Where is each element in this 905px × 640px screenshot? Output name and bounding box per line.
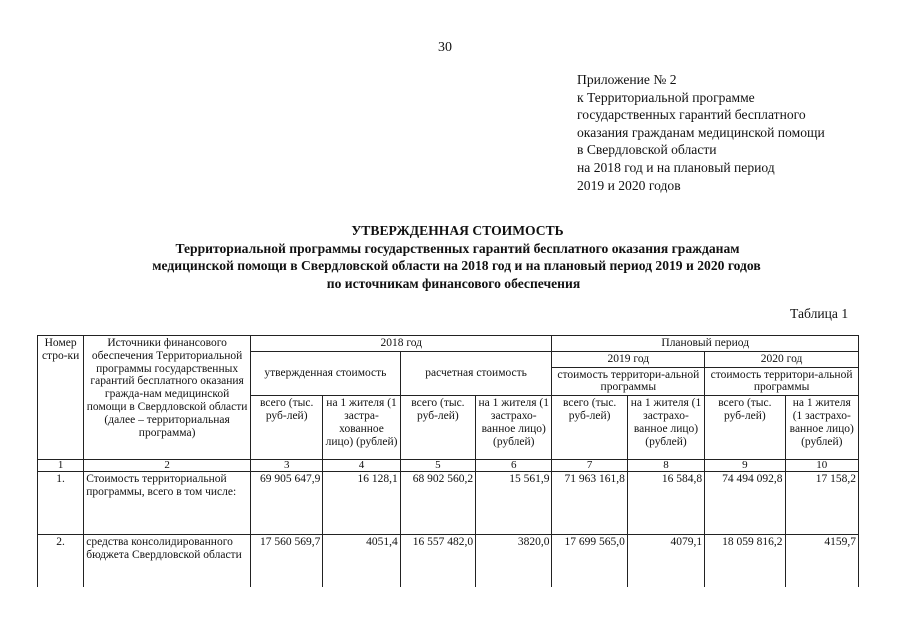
title-line: по источникам финансового обеспечения xyxy=(326,275,581,291)
value-cell: 4159,7 xyxy=(785,535,858,588)
value-cell: 16 128,1 xyxy=(323,472,400,535)
header-program-cost-2019: стоимость территори-альной программы xyxy=(552,367,705,396)
table-label: Таблица 1 xyxy=(790,306,849,321)
row-label: Стоимость территориальной программы, всего в том числе: xyxy=(84,472,251,535)
header-planned-period: Плановый период xyxy=(552,336,859,352)
appendix-block xyxy=(577,71,825,194)
appendix-line: к Территориальной программе xyxy=(577,89,755,105)
header-approved-cost: утвержденная стоимость xyxy=(251,351,401,395)
header-program-cost-2020: стоимость территори-альной программы xyxy=(705,367,859,396)
row-label: средства консолидированного бюджета Свердловской области xyxy=(84,535,251,588)
value-cell: 4079,1 xyxy=(627,535,704,588)
value-cell: 68 902 560,2 xyxy=(400,472,475,535)
column-number: 8 xyxy=(627,460,704,472)
row-number: 2. xyxy=(38,535,84,588)
value-cell: 17 699 565,0 xyxy=(552,535,627,588)
appendix-line: на 2018 год и на плановый период xyxy=(577,159,775,175)
column-number: 10 xyxy=(785,460,858,472)
column-number: 2 xyxy=(84,460,251,472)
value-cell: 69 905 647,9 xyxy=(251,472,323,535)
value-cell: 4051,4 xyxy=(323,535,400,588)
header-total: всего (тыс. руб-лей) xyxy=(705,396,785,460)
header-per-capita: на 1 жителя (1 застрахо-ванное лицо) (рублей) xyxy=(627,396,704,460)
appendix-line: Приложение № 2 xyxy=(577,72,677,87)
page-number: 30 xyxy=(438,40,452,55)
header-year-2019: 2019 год xyxy=(552,351,705,367)
header-row-number: Номер стро-ки xyxy=(38,336,84,460)
header-estimated-cost: расчетная стоимость xyxy=(400,351,552,395)
value-cell: 16 584,8 xyxy=(627,472,704,535)
value-cell: 74 494 092,8 xyxy=(705,472,785,535)
header-per-capita: на 1 жителя (1 застрахо-ванное лицо) (рублей) xyxy=(476,396,552,460)
value-cell: 15 561,9 xyxy=(476,472,552,535)
title-line: УТВЕРЖДЕННАЯ СТОИМОСТЬ xyxy=(351,223,564,238)
header-per-capita: на 1 жителя (1 застра-хованное лицо) (рублей) xyxy=(323,396,400,460)
column-number: 6 xyxy=(476,460,552,472)
document-title xyxy=(0,222,905,292)
appendix-line: 2019 и 2020 годов xyxy=(577,177,681,193)
table-row xyxy=(38,472,859,535)
appendix-line: оказания гражданам медицинской помощи xyxy=(577,124,825,140)
value-cell: 71 963 161,8 xyxy=(552,472,627,535)
header-source: Источники финансового обеспечения Территориальной программы государственных гарантий бесплатного оказания граждa-нам медицинской помощи в Свердловской области (далее – территориальная программа) xyxy=(84,336,251,460)
value-cell: 16 557 482,0 xyxy=(400,535,475,588)
header-total: всего (тыс. руб-лей) xyxy=(552,396,627,460)
header-year-2020: 2020 год xyxy=(705,351,859,367)
appendix-line: в Свердловской области xyxy=(577,142,717,158)
column-number: 7 xyxy=(552,460,627,472)
appendix-line: государственных гарантий бесплатного xyxy=(577,107,806,123)
header-year-2018: 2018 год xyxy=(251,336,552,352)
cost-table xyxy=(37,335,859,587)
table-row xyxy=(38,535,859,588)
column-number: 4 xyxy=(323,460,400,472)
value-cell: 17 560 569,7 xyxy=(251,535,323,588)
title-line: медицинской помощи в Свердловской области на 2018 год и на плановый период 2019 и 2020 годов xyxy=(152,258,761,273)
row-number: 1. xyxy=(38,472,84,535)
column-number: 9 xyxy=(705,460,785,472)
value-cell: 3820,0 xyxy=(476,535,552,588)
column-number: 3 xyxy=(251,460,323,472)
header-total: всего (тыс. руб-лей) xyxy=(400,396,475,460)
column-number: 1 xyxy=(38,460,84,472)
header-total: всего (тыс. руб-лей) xyxy=(251,396,323,460)
title-line: Территориальной программы государственных гарантий бесплатного оказания гражданам xyxy=(175,240,740,256)
column-number: 5 xyxy=(400,460,475,472)
header-per-capita: на 1 жителя (1 застрахо-ванное лицо) (рублей) xyxy=(785,396,858,460)
value-cell: 17 158,2 xyxy=(785,472,858,535)
value-cell: 18 059 816,2 xyxy=(705,535,785,588)
